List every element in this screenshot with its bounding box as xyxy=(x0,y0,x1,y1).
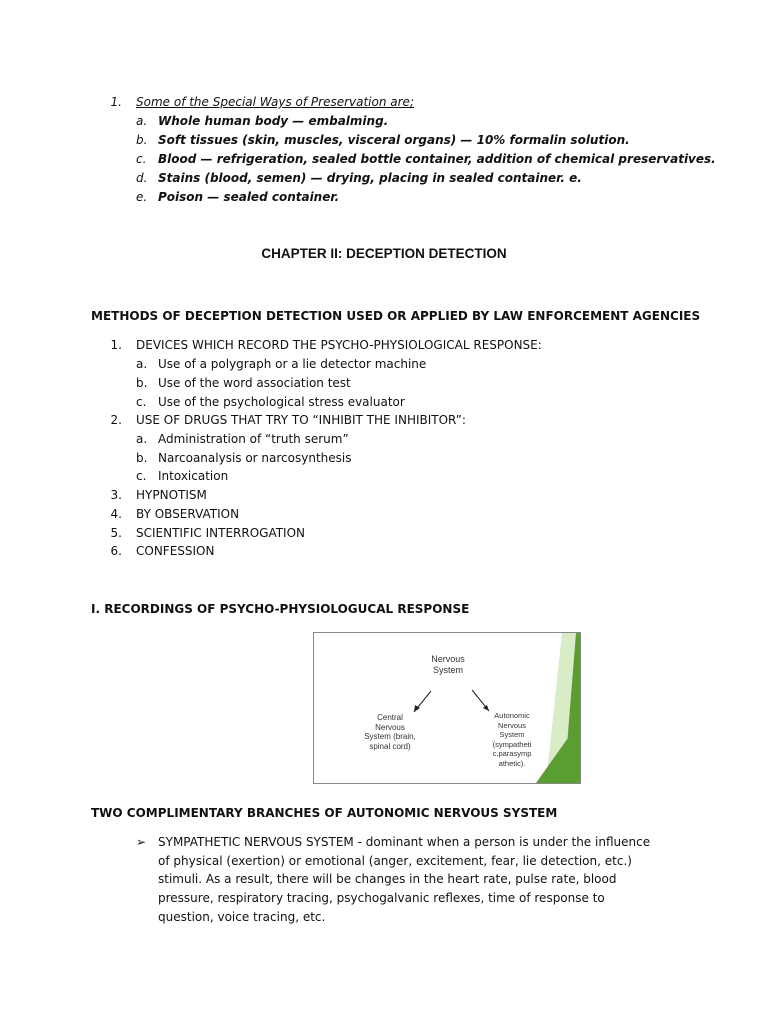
cns-line-1: Central xyxy=(377,713,403,722)
methods-item-2: USE OF DRUGS THAT TRY TO “INHIBIT THE INHIBITOR”: xyxy=(136,413,466,427)
methods-letter-1c: c. xyxy=(136,395,147,409)
cns-line-2: Nervous xyxy=(375,722,405,732)
preservation-item-a: Whole human body — embalming. xyxy=(158,114,389,128)
branches-heading: TWO COMPLIMENTARY BRANCHES OF AUTONOMIC NERVOUS SYSTEM xyxy=(91,806,558,820)
methods-heading: METHODS OF DECEPTION DETECTION USED OR APPLIED BY LAW ENFORCEMENT AGENCIES xyxy=(91,309,701,323)
ans-line-1: Autonomic xyxy=(494,711,530,720)
preservation-item-e: Poison — sealed container. xyxy=(158,190,340,204)
methods-letter-1b: b. xyxy=(136,376,148,390)
preservation-item-c: Blood — refrigeration, sealed bottle container, addition of chemical preservatives. xyxy=(158,152,716,166)
methods-letter-2c: c. xyxy=(136,469,147,483)
preservation-number: 1. xyxy=(110,95,122,109)
methods-item-2a: Administration of “truth serum” xyxy=(158,432,349,446)
methods-item-2c: Intoxication xyxy=(158,469,229,483)
methods-number-5: 5. xyxy=(110,526,122,540)
sympathetic-paragraph: SYMPATHETIC NERVOUS SYSTEM - dominant when a person is under the influence of physical (exertion) or emotional (anger, excitement, fear, lie detection, etc.) stimuli. As a result, there will be changes in the heart rate, pulse rate, blood pressure, respiratory tracing, psychogalvanic reflexes, time of response to question, voice tracing, etc. xyxy=(158,835,651,924)
methods-number-3: 3. xyxy=(110,488,122,502)
methods-item-2b: Narcoanalysis or narcosynthesis xyxy=(158,451,352,465)
methods-number-4: 4. xyxy=(110,507,122,521)
methods-letter-2a: a. xyxy=(136,432,148,446)
nervous-system-diagram xyxy=(313,632,581,784)
preservation-letter-a: a. xyxy=(136,114,148,128)
preservation-item-b: Soft tissues (skin, muscles, visceral organs) — 10% formalin solution. xyxy=(158,133,630,147)
methods-item-1a: Use of a polygraph or a lie detector machine xyxy=(158,357,427,371)
root-label-line-2: System xyxy=(432,665,463,675)
methods-item-1b: Use of the word association test xyxy=(158,376,351,390)
methods-item-3: HYPNOTISM xyxy=(136,488,207,502)
methods-item-5: SCIENTIFIC INTERROGATION xyxy=(136,526,306,540)
methods-item-6: CONFESSION xyxy=(136,544,215,558)
methods-number-1: 1. xyxy=(110,338,122,352)
preservation-letter-e: e. xyxy=(136,190,148,204)
preservation-letter-c: c. xyxy=(136,152,147,166)
preservation-letter-b: b. xyxy=(136,133,148,147)
ans-line-3: System xyxy=(499,730,525,739)
methods-item-1: DEVICES WHICH RECORD THE PSYCHO-PHYSIOLOGICAL RESPONSE: xyxy=(136,338,542,352)
ans-line-4: (sympatheti xyxy=(492,739,532,749)
ans-line-5: c,parasymp xyxy=(492,749,532,758)
diagram-root-label xyxy=(415,654,481,676)
methods-number-2: 2. xyxy=(110,413,122,427)
preservation-letter-d: d. xyxy=(136,171,148,185)
root-label-line-1: Nervous xyxy=(431,654,465,664)
methods-letter-2b: b. xyxy=(136,451,148,465)
preservation-title: Some of the Special Ways of Preservation are; xyxy=(136,95,414,109)
recordings-heading: I. RECORDINGS OF PSYCHO-PHYSIOLOGUCAL RESPONSE xyxy=(91,602,470,616)
ans-line-2: Nervous xyxy=(498,720,526,730)
methods-item-4: BY OBSERVATION xyxy=(136,507,240,521)
diagram-cns-label xyxy=(354,713,426,751)
ans-line-6: athetic). xyxy=(498,758,526,768)
methods-number-6: 6. xyxy=(110,544,122,558)
arrow-bullet-icon: ➢ xyxy=(136,835,147,849)
chapter-title: CHAPTER II: DECEPTION DETECTION xyxy=(261,246,507,261)
preservation-item-d: Stains (blood, semen) — drying, placing in sealed container. e. xyxy=(158,171,582,185)
methods-letter-1a: a. xyxy=(136,357,148,371)
cns-line-4: spinal cord) xyxy=(369,741,411,751)
cns-line-3: System (brain, xyxy=(364,732,416,741)
methods-item-1c: Use of the psychological stress evaluator xyxy=(158,395,405,409)
diagram-ans-label xyxy=(480,711,544,768)
